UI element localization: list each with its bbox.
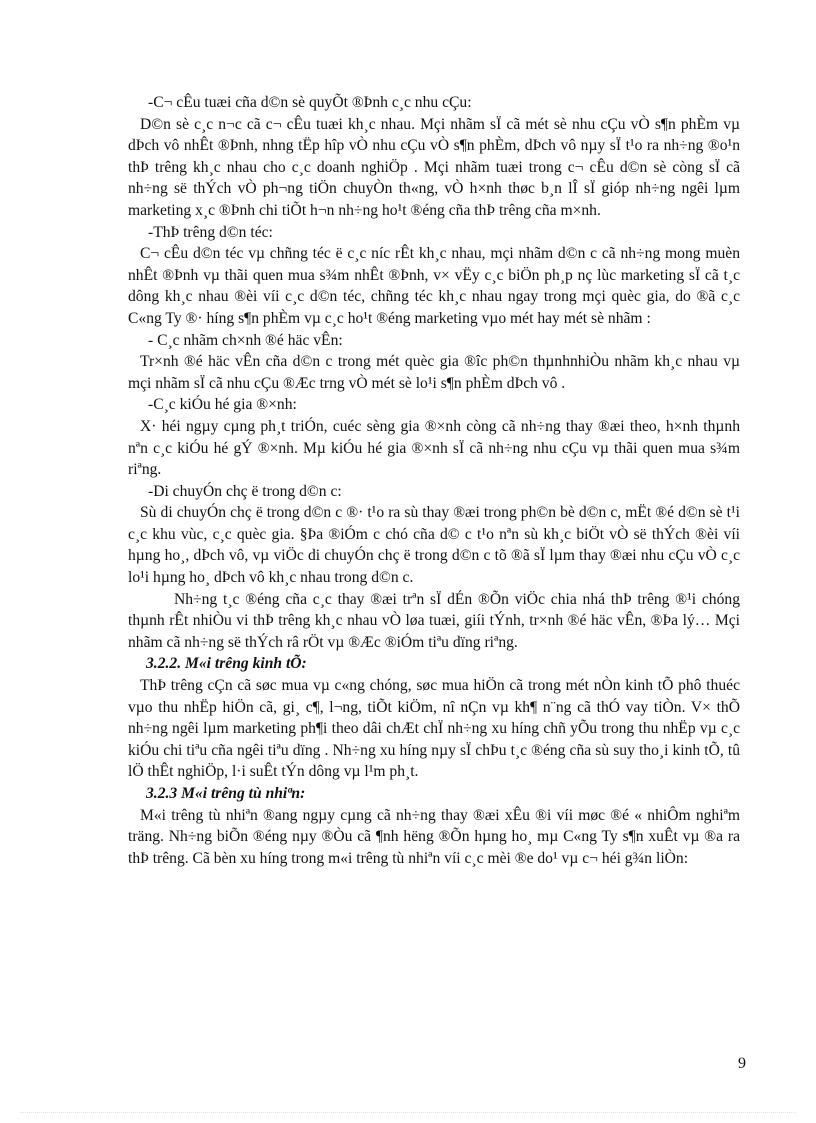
paragraph-household-types: X· héi ngµy cµng ph¸t triÓn, cuéc sèng gia ®×nh còng cã nh÷ng thay ®æi theo, h×nh thµnh nªn c¸c kiÓu hé gÝ ®×nh. Mµ kiÓu hé gia ®×nh sÏ cã nh÷ng nhu cÇu vµ thãi quen mua s¾m riªng.: [128, 417, 740, 479]
paragraph-economic: ThÞ trêng cÇn cã søc mua vµ c«ng chóng, søc mua hiÖn cã trong mét nÒn kinh tÕ phô thuéc vµo thu nhËp hiÖn cã, gi¸ c¶, l¬ng, tiÕt kiÖm, nî nÇn vµ kh¶ n¨ng cã thÓ vay tiÒn. V× thÕ nh÷ng ngêi lµm marketing ph¶i theo dâi chÆt chÏ nh÷ng xu híng chñ yÕu trong thu nhËp vµ c¸c kiÓu chi tiªu cña ngêi tiªu dïng . Nh÷ng xu híng nµy sÏ chÞu t¸c ®éng cña sù suy tho¸i kinh tÕ, tû lÖ thÊt nghiÖp, l·i suÊt tÝn dông vµ l¹m ph¸t.: [128, 677, 740, 781]
paragraph-natural: M«i trêng tù nhiªn ®ang ngµy cµng cã nh÷ng thay ®æi xÊu ®i víi møc ®é « nhiÔm nghiªm träng. Nh÷ng biÕn ®éng nµy ®Òu cã ¶nh hëng ®Õn hµng ho¸ mµ C«ng Ty s¶n xuÊt vµ ®a ra thÞ trêng. Cã bèn xu híng trong m«i trêng tù nhiªn víi c¸c mèi ®e do¹ vµ c¬ héi g¾n liÒn:: [128, 806, 740, 867]
section-heading-natural: 3.2.3 M«i trêng tù nhiªn:: [146, 785, 306, 802]
section-heading-economic: 3.2.2. M«i trêng kinh tÕ:: [146, 655, 307, 673]
bottom-dotted-rule: [20, 1112, 796, 1113]
paragraph-ethnic-market: C¬ cÊu d©n téc vµ chñng téc ë c¸c níc rÊt kh¸c nhau, mçi nhãm d©n c cã nh÷ng mong muèn nhÊt ®Þnh vµ thãi quen mua s¾m nhÊt ®Þnh, v× vËy c¸c biÖn ph¸p nç lùc marketing sÏ cã t¸c dông kh¸c nhau ®èi víi c¸c d©n téc, chñng téc kh¸c nhau ngay trong mçi quèc gia, do ®ã c¸c C«ng Ty ®· híng s¶n phÈm vµ c¸c ho¹t ®éng marketing vµo mét hay mét sè nhãm :: [128, 245, 740, 327]
heading-age-structure: -C¬ cÊu tuæi cña d©n sè quyÕt ®Þnh c¸c nhu cÇu:: [148, 94, 472, 111]
paragraph-population-movement: Sù di chuyÓn chç ë trong d©n c ®· t¹o ra sù thay ®æi trong ph©n bè d©n c, mËt ®é d©n sè t¹i c¸c khu vùc, c¸c quèc gia. §Þa ®iÓm c chó cña d© c t¹o nªn sù kh¸c biÖt vÒ së thÝch ®èi víi hµng ho¸, dÞch vô, vµ viÖc di chuyÓn chç ë trong d©n c tõ ®ã sÏ lµm thay ®æi nhu cÇu vÒ c¸c lo¹i hµng ho¸ dÞch vô kh¸c nhau trong d©n c.: [128, 504, 740, 587]
heading-education-groups: - C¸c nhãm ch×nh ®é häc vÊn:: [148, 331, 343, 349]
page-body: [128, 92, 740, 869]
paragraph-impact-summary: Nh÷ng t¸c ®éng cña c¸c thay ®æi trªn sÏ dÉn ®Õn viÖc chia nhá thÞ trêng ®¹i chóng thµnh rÊt nhiÒu vi thÞ trêng kh¸c nhau vÒ løa tuæi, giíi tÝnh, tr×nh ®é häc vÊn, ®Þa lý… Mçi nhãm cã nh÷ng së thÝch râ rÖt vµ ®Æc ®iÓm tiªu dïng riªng.: [128, 590, 740, 651]
paragraph-age-structure: D©n sè c¸c n¬c cã c¬ cÊu tuæi kh¸c nhau. Mçi nhãm sÏ cã mét sè nhu cÇu vÒ s¶n phÈm vµ dÞch vô nhÊt ®Þnh, nhng tËp hîp vÒ nhu cÇu vÒ s¶n phÈm, dÞch vô nµy sÏ t¹o ra nh÷ng ®o¹n thÞ trêng kh¸c nhau cho c¸c doanh nghiÖp . Mçi nhãm tuæi trong c¬ cÊu d©n sè còng sÏ cã nh÷ng së thÝch vÒ ph¬ng tiÖn chuyÒn th«ng, vÒ h×nh thøc b¸n lÎ sÏ gióp nh÷ng ngêi lµm marketing x¸c ®Þnh chi tiÕt h¬n nh÷ng ho¹t ®éng cña thÞ trêng cña m×nh.: [128, 115, 740, 219]
heading-household-types: -C¸c kiÓu hé gia ®×nh:: [148, 396, 297, 414]
paragraph-education-groups: Tr×nh ®é häc vÊn cña d©n c trong mét quèc gia ®îc ph©n thµnhnhiÒu nhãm kh¸c nhau vµ mçi nhãm sÏ cã nhu cÇu ®Æc trng vÒ mét sè lo¹i s¶n phÈm dÞch vô .: [128, 353, 740, 392]
page-number: 9: [738, 1055, 746, 1072]
heading-ethnic-market: -ThÞ trêng d©n téc:: [148, 223, 273, 241]
heading-population-movement: -Di chuyÓn chç ë trong d©n c:: [148, 482, 342, 500]
